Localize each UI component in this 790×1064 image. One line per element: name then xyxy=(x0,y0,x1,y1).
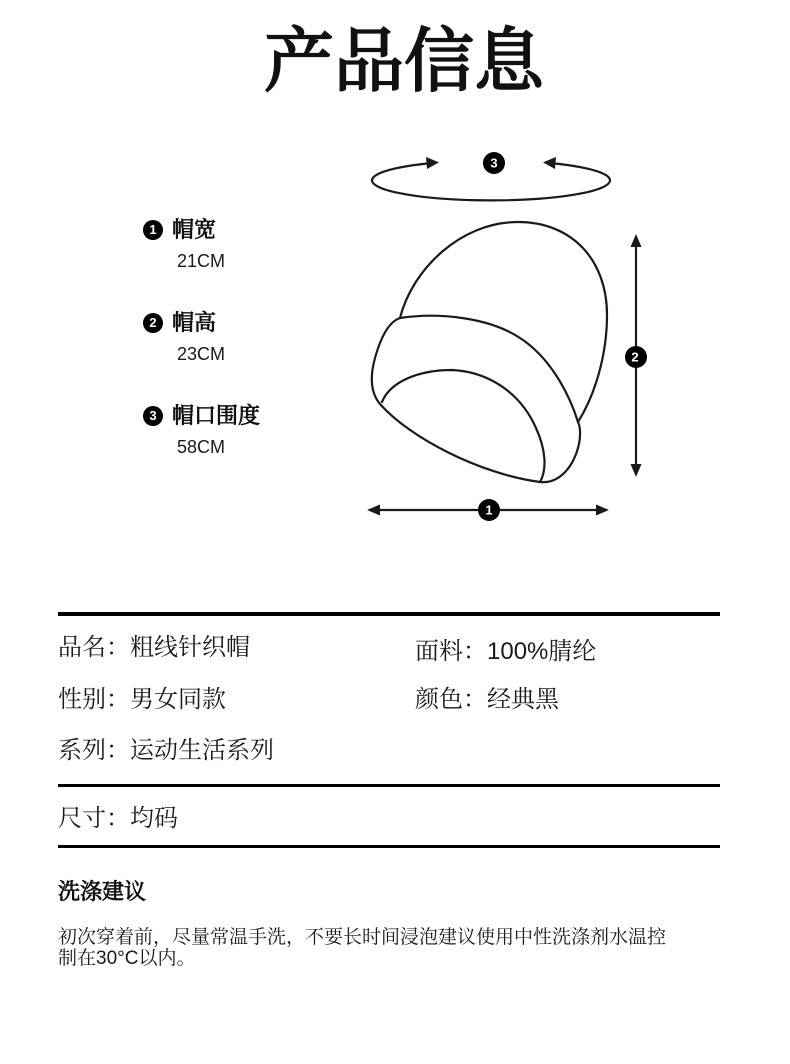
spec-color xyxy=(415,688,559,712)
arrowhead-right-icon xyxy=(596,505,609,516)
spec-label: 系列： xyxy=(58,737,130,764)
spec-series xyxy=(58,739,274,763)
care-line: 初次穿着前，尽量常温手洗，不要长时间浸泡建议使用中性洗涤剂水温控 xyxy=(58,927,667,948)
dimension-label-width: 帽宽 xyxy=(172,217,217,242)
spec-material xyxy=(415,640,596,664)
divider xyxy=(58,612,720,616)
arrowhead-icon xyxy=(426,157,439,169)
page-title: 产品信息 xyxy=(264,22,544,100)
spec-label: 尺寸： xyxy=(58,805,130,832)
spec-size xyxy=(58,807,178,831)
dimension-item-width xyxy=(143,218,260,271)
spec-product-name xyxy=(58,636,250,660)
spec-label: 颜色： xyxy=(415,686,487,713)
dimension-label-height: 帽高 xyxy=(172,310,217,335)
beanie-opening-edge xyxy=(382,370,545,482)
marker-label-width: 1 xyxy=(485,502,493,518)
spec-value: 运动生活系列 xyxy=(130,737,274,764)
spec-value: 经典黑 xyxy=(487,686,559,713)
arrowhead-icon xyxy=(543,157,556,169)
dimension-item-height xyxy=(143,311,260,364)
number-marker-icon: 2 xyxy=(143,313,163,333)
arrowhead-down-icon xyxy=(631,464,642,477)
dimension-list xyxy=(143,218,260,457)
number-marker-icon: 1 xyxy=(143,220,163,240)
dimension-value-width: 21CM xyxy=(177,251,226,271)
dimension-head xyxy=(143,311,260,335)
dimension-value-circumference: 58CM xyxy=(177,437,226,457)
arrowhead-up-icon xyxy=(631,234,642,247)
arrowhead-left-icon xyxy=(367,505,380,516)
dimension-head xyxy=(143,218,260,242)
beanie-measurement-diagram xyxy=(360,140,660,530)
care-instructions xyxy=(58,927,666,969)
divider xyxy=(58,784,720,787)
beanie-cuff-outer-edge xyxy=(372,318,580,482)
dimension-value-height: 23CM xyxy=(177,344,226,364)
care-heading: 洗涤建议 xyxy=(58,879,147,904)
dimension-head xyxy=(143,404,260,428)
spec-gender xyxy=(58,688,226,712)
dimension-label-circumference: 帽口围度 xyxy=(172,403,261,428)
care-line: 制在30°C以内。 xyxy=(58,948,196,969)
number-marker-icon: 3 xyxy=(143,406,163,426)
spec-value: 男女同款 xyxy=(130,686,226,713)
divider xyxy=(58,845,720,848)
spec-label: 品名： xyxy=(58,634,130,661)
spec-value: 100%腈纶 xyxy=(487,638,597,665)
marker-label-circumference: 3 xyxy=(490,155,498,171)
marker-label-height: 2 xyxy=(631,349,639,365)
spec-label: 面料： xyxy=(415,638,487,665)
spec-value: 粗线针织帽 xyxy=(130,634,250,661)
dimension-item-circumference xyxy=(143,404,260,457)
spec-value: 均码 xyxy=(130,805,178,832)
beanie-crown-outline xyxy=(400,222,607,422)
beanie-cuff-top-edge xyxy=(400,316,578,422)
spec-label: 性别： xyxy=(58,686,130,713)
